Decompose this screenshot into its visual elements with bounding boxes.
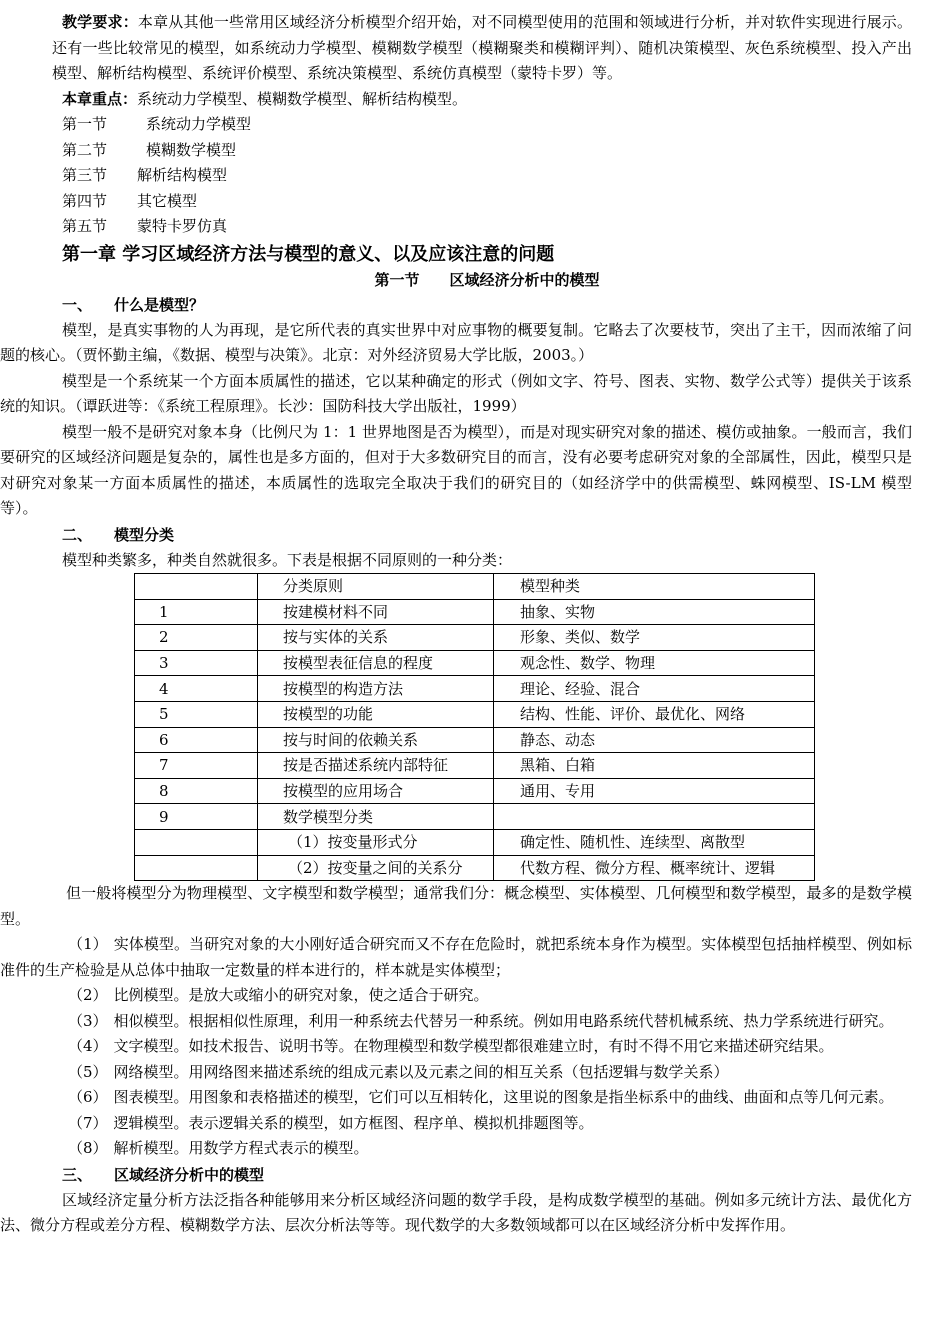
paragraph-model-definition-1: 模型，是真实事物的人为再现，是它所代表的真实世界中对应事物的概要复制。它略去了次要枝节，突出了主干，因而浓缩了问题的核心。（贾怀勤主编，《数据、模型与决策》。北京：对外经济贸易大学比版，2003。） xyxy=(0,320,912,364)
model-type-number: （8） xyxy=(68,1139,108,1158)
table-cell-types: 观念性、数学、物理 xyxy=(494,650,815,676)
table-cell-principle: 按是否描述系统内部特征 xyxy=(258,753,494,779)
table-cell-index xyxy=(135,855,258,881)
table-cell-index: 2 xyxy=(135,625,258,651)
table-cell-types: 通用、专用 xyxy=(494,778,815,804)
table-cell-index: 6 xyxy=(135,727,258,753)
section-list-item: 第一节 系统动力学模型 xyxy=(62,115,252,133)
model-type-number: （2） xyxy=(68,986,108,1005)
table-cell-principle: 按模型的功能 xyxy=(258,701,494,727)
table-cell-index: 3 xyxy=(135,650,258,676)
section-list-item: 第五节 蒙特卡罗仿真 xyxy=(62,217,228,235)
table-row xyxy=(135,727,815,753)
table-cell-types: 形象、类似、数学 xyxy=(494,625,815,651)
table-cell-principle: （1）按变量形式分 xyxy=(258,829,494,855)
model-type-text: 解析模型。用数学方程式表示的模型。 xyxy=(113,1139,369,1158)
table-row xyxy=(135,829,815,855)
model-type-text: 实体模型。当研究对象的大小刚好适合研究而又不存在危险时，就把系统本身作为模型。实体模型包括抽样模型、例如标准件的生产检验是从总体中抽取一定数量的样本进行的，样本就是实体模型； xyxy=(0,935,912,979)
table-cell-principle: 按模型的构造方法 xyxy=(258,676,494,702)
table-row xyxy=(135,676,815,702)
table-cell-types: 抽象、实物 xyxy=(494,599,815,625)
table-cell-principle: 分类原则 xyxy=(258,574,494,600)
paragraph-model-definition-3: 模型一般不是研究对象本身（比例尺为 1：1 世界地图是否为模型），而是对现实研究对象的描述、模仿或抽象。一般而言，我们要研究的区域经济问题是复杂的，属性也是多方面的，但对于大多数研究目的而言，没有必要考虑研究对象的全部属性，因此，模型只是对研究对象某一方面本质属性的描述，本质属性的选取完全取决于我们的研究目的（如经济学中的供需模型、蛛网模型、IS-LM 模型等）。 xyxy=(0,422,912,517)
model-type-text: 比例模型。是放大或缩小的研究对象，使之适合于研究。 xyxy=(113,986,489,1005)
table-cell-index: 1 xyxy=(135,599,258,625)
table-row xyxy=(135,855,815,881)
section-list-item: 第四节 其它模型 xyxy=(62,191,198,210)
table-cell-types: 结构、性能、评价、最优化、网络 xyxy=(494,701,815,727)
section-list xyxy=(62,112,912,240)
chapter-title: 第一章 学习区域经济方法与模型的意义、以及应该注意的问题 xyxy=(62,243,555,265)
table-cell-index xyxy=(135,574,258,600)
table-row xyxy=(135,701,815,727)
heading-model-classification: 二、 模型分类 xyxy=(62,525,175,544)
teaching-requirements-label: 教学要求： xyxy=(62,13,138,31)
model-type-number: （6） xyxy=(68,1088,108,1107)
table-cell-index: 5 xyxy=(135,701,258,727)
model-type-item xyxy=(0,1111,912,1137)
teaching-requirements xyxy=(52,10,912,87)
section-title: 第一节 区域经济分析中的模型 xyxy=(374,270,600,289)
table-cell-principle: 数学模型分类 xyxy=(258,804,494,830)
model-type-list xyxy=(0,932,912,1162)
key-points-label: 本章重点： xyxy=(62,89,138,108)
model-type-text: 相似模型。根据相似性原理，利用一种系统去代替另一种系统。例如用电路系统代替机械系统、热力学系统进行研究。 xyxy=(113,1011,894,1030)
table-cell-types: 理论、经验、混合 xyxy=(494,676,815,702)
table-row xyxy=(135,778,815,804)
table-header-row xyxy=(135,574,815,600)
teaching-requirements-text: 本章从其他一些常用区域经济分析模型介绍开始，对不同模型使用的范围和领域进行分析，并对软件实现进行展示。还有一些比较常见的模型，如系统动力学模型、模糊数学模型（模糊聚类和模糊评判）、随机决策模型、灰色系统模型、投入产出模型、解析结构模型、系统评价模型、系统决策模型、系统仿真模型（蒙特卡罗）等。 xyxy=(52,13,912,82)
table-cell-principle: 按模型的应用场合 xyxy=(258,778,494,804)
table-row xyxy=(135,650,815,676)
model-type-text: 文字模型。如技术报告、说明书等。在物理模型和数学模型都很难建立时，有时不得不用它来描述研究结果。 xyxy=(113,1037,834,1056)
model-type-item xyxy=(0,1060,912,1086)
table-cell-principle: 按与时间的依赖关系 xyxy=(258,727,494,753)
table-cell-types: 静态、动态 xyxy=(494,727,815,753)
table-cell-principle: （2）按变量之间的关系分 xyxy=(258,855,494,881)
document-page xyxy=(0,10,912,1239)
table-cell-types xyxy=(494,804,815,830)
section-list-item: 第二节 模糊数学模型 xyxy=(62,140,237,159)
table-row xyxy=(135,599,815,625)
table-row xyxy=(135,753,815,779)
table-cell-index: 4 xyxy=(135,676,258,702)
table-cell-types: 确定性、随机性、连续型、离散型 xyxy=(494,829,815,855)
model-type-text: 图表模型。用图象和表格描述的模型，它们可以互相转化，这里说的图象是指坐标系中的曲线、曲面和点等几何元素。 xyxy=(113,1088,894,1107)
table-cell-types: 模型种类 xyxy=(494,574,815,600)
heading-regional-models: 三、 区域经济分析中的模型 xyxy=(62,1165,265,1184)
heading-what-is-model: 一、 什么是模型？ xyxy=(62,295,205,314)
table-cell-index xyxy=(135,829,258,855)
chapter-key-points xyxy=(62,87,912,113)
model-type-number: （5） xyxy=(68,1062,108,1081)
key-points-text: 系统动力学模型、模糊数学模型、解析结构模型。 xyxy=(137,89,468,108)
paragraph-model-definition-2: 模型是一个系统某一个方面本质属性的描述，它以某种确定的形式（例如文字、符号、图表、实物、数学公式等）提供关于该系统的知识。（谭跃进等：《系统工程原理》。长沙：国防科技大学出版社，1999） xyxy=(0,371,912,415)
table-row xyxy=(135,804,815,830)
table-cell-types: 黑箱、白箱 xyxy=(494,753,815,779)
table-cell-index: 7 xyxy=(135,753,258,779)
model-type-item xyxy=(0,983,912,1009)
model-type-number: （1） xyxy=(68,935,108,954)
model-type-text: 网络模型。用网络图来描述系统的组成元素以及元素之间的相互关系（包括逻辑与数学关系） xyxy=(113,1062,729,1081)
model-type-item xyxy=(0,1034,912,1060)
model-type-number: （7） xyxy=(68,1113,108,1132)
classification-table xyxy=(134,573,815,881)
paragraph-model-types: 但一般将模型分为物理模型、文字模型和数学模型；通常我们分：概念模型、实体模型、几何模型和数学模型，最多的是数学模型。 xyxy=(0,884,912,928)
table-cell-types: 代数方程、微分方程、概率统计、逻辑 xyxy=(494,855,815,881)
table-cell-principle: 按与实体的关系 xyxy=(258,625,494,651)
section-list-item: 第三节 解析结构模型 xyxy=(62,166,228,184)
table-cell-index: 8 xyxy=(135,778,258,804)
model-type-number: （3） xyxy=(68,1011,108,1030)
model-type-item xyxy=(0,1009,912,1035)
model-type-text: 逻辑模型。表示逻辑关系的模型，如方框图、程序单、模拟机排题图等。 xyxy=(113,1113,594,1132)
model-type-item xyxy=(0,1136,912,1162)
table-row xyxy=(135,625,815,651)
model-type-item xyxy=(0,1085,912,1111)
table-cell-principle: 按建模材料不同 xyxy=(258,599,494,625)
classification-lead: 模型种类繁多，种类自然就很多。下表是根据不同原则的一种分类： xyxy=(62,550,513,569)
table-cell-principle: 按模型表征信息的程度 xyxy=(258,650,494,676)
paragraph-regional-models: 区域经济定量分析方法泛指各种能够用来分析区域经济问题的数学手段，是构成数学模型的基础。例如多元统计方法、最优化方法、微分方程或差分方程、模糊数学方法、层次分析法等等。现代数学的大多数领域都可以在区域经济分析中发挥作用。 xyxy=(0,1190,912,1235)
model-type-item xyxy=(0,932,912,983)
table-cell-index: 9 xyxy=(135,804,258,830)
model-type-number: （4） xyxy=(68,1037,108,1056)
